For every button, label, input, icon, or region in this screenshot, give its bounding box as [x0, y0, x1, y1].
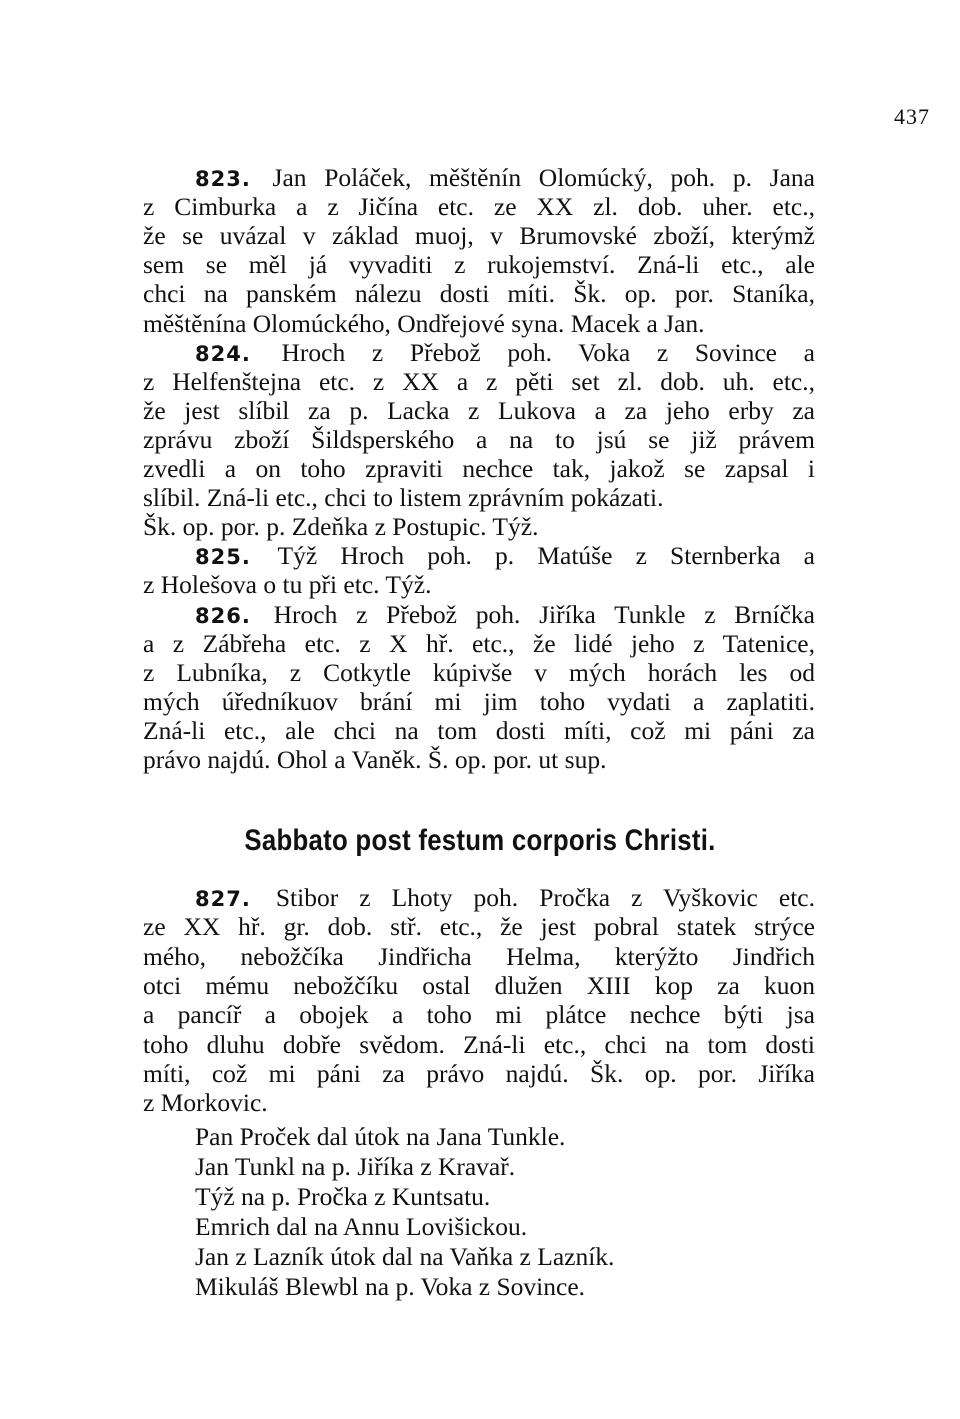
line-text: že se uvázal v základ muoj, v Brumovské zboží, kterýmž — [143, 221, 815, 251]
list-item: Pan Proček dal útok na Jana Tunkle. — [195, 1122, 566, 1151]
entry-number: 825. — [195, 545, 251, 570]
text-line — [143, 309, 815, 339]
text-line — [143, 367, 815, 397]
entry-number: 823. — [195, 167, 251, 191]
line-text: že jest slíbil za p. Lacka z Lukova a za jeho erby za — [143, 395, 815, 425]
text-line — [143, 1059, 815, 1089]
list-item: Emrich dal na Annu Lovišickou. — [195, 1212, 528, 1241]
line-text: otci mému nebožčíku ostal dlužen XIII kop za kuon — [143, 970, 815, 1000]
line-text: a pancíř a obojek a toho mi plátce nechce býti jsa — [143, 1000, 815, 1030]
text-line — [143, 279, 815, 309]
line-text: Týž Hroch poh. p. Matúše z Sternberka a — [277, 541, 816, 571]
list-item: Jan Tunkl na p. Jiříka z Kravař. — [195, 1152, 516, 1181]
text-line — [143, 658, 815, 688]
line-text: míti, což mi páni za právo najdú. Šk. op. por. Jiříka — [143, 1058, 815, 1088]
text-line — [143, 512, 815, 542]
text-line — [143, 483, 815, 513]
entry-first-line — [143, 541, 815, 571]
line-text: mých úředníkuov brání mi jim toho vydati a zaplatiti. — [143, 686, 815, 716]
line-text: Šk. op. por. p. Zdeňka z Postupic. Týž. — [143, 512, 539, 542]
text-line — [143, 570, 815, 600]
line-text: chci na panském nálezu dosti míti. Šk. op. por. Staníka, — [143, 279, 815, 309]
text-line — [143, 716, 815, 746]
line-text: slíbil. Zná-li etc., chci to listem zprávním pokázati. — [143, 483, 664, 513]
text-line — [143, 629, 815, 659]
line-text: měštěnína Olomúckého, Ondřejové syna. Macek a Jan. — [143, 308, 705, 338]
text-line — [143, 687, 815, 717]
text-line — [143, 912, 815, 942]
list-item: Jan z Lazník útok dal na Vaňka z Lazník. — [195, 1242, 615, 1271]
entry-number: 824. — [195, 341, 251, 366]
line-text: Jan Poláček, měštěnín Olomúcký, poh. p. Jana — [272, 163, 815, 192]
line-text: sem se měl já vyvaditi z rukojemství. Zná-li etc., ale — [143, 250, 815, 280]
text-line — [143, 192, 815, 222]
text-line — [143, 425, 815, 455]
claims-list — [195, 1122, 614, 1302]
text-line — [143, 454, 815, 484]
text-line — [143, 1000, 815, 1030]
entry-first-line — [143, 883, 815, 913]
line-text: toho dluhu dobře svědom. Zná-li etc., chci na tom dosti — [143, 1029, 815, 1059]
line-text: Zná-li etc., ale chci na tom dosti míti, což mi páni za — [143, 715, 815, 745]
line-text: z Cimburka a z Jičína etc. ze XX zl. dob. uher. etc., — [143, 192, 815, 222]
entry-number: 827. — [195, 887, 251, 911]
text-line — [143, 971, 815, 1001]
text-line — [143, 221, 815, 251]
text-line — [143, 745, 815, 775]
text-line — [143, 1088, 815, 1118]
page-number: 437 — [894, 104, 930, 129]
line-text: z Lubníka, z Cotkytle kúpivše v mých horách les od — [143, 657, 815, 687]
line-text: právo najdú. Ohol a Vaněk. Š. op. por. ut sup. — [143, 745, 607, 774]
text-line — [143, 396, 815, 426]
line-text: Hroch z Přebož poh. Jiříka Tunkle z Brníčka — [273, 599, 815, 629]
line-text: z Morkovic. — [143, 1088, 268, 1118]
line-text: zvedli a on toho zpraviti nechce tak, jakož se zapsal i — [143, 454, 815, 483]
section-heading: Sabbato post festum corporis Christi. — [244, 824, 716, 857]
line-text: a z Zábřeha etc. z X hř. etc., že lidé jeho z Tatenice, — [143, 628, 815, 658]
entry-first-line — [143, 163, 815, 193]
entry-first-line — [143, 600, 815, 630]
text-line — [143, 250, 815, 280]
entry-number: 826. — [195, 603, 251, 628]
list-item: Mikuláš Blewbl na p. Voka z Sovince. — [195, 1272, 586, 1301]
line-text: z Holešova o tu při etc. Týž. — [143, 570, 432, 600]
list-item: Týž na p. Pročka z Kuntsatu. — [195, 1182, 491, 1211]
line-text: mého, nebožčíka Jindřicha Helma, kterýžto Jindřich — [143, 941, 815, 971]
line-text: z Helfenštejna etc. z XX a z pěti set zl. dob. uh. etc., — [143, 366, 815, 396]
line-text: Stibor z Lhoty poh. Pročka z Vyškovic etc. — [275, 883, 815, 912]
line-text: ze XX hř. gr. dob. stř. etc., že jest pobral statek strýce — [143, 912, 815, 942]
line-text: Hroch z Přebož poh. Voka z Sovince a — [281, 337, 815, 367]
text-line — [143, 942, 815, 972]
text-line — [143, 1030, 815, 1060]
line-text: zprávu zboží Šildsperského a na to jsú se již právem — [143, 424, 815, 454]
entry-first-line — [143, 338, 815, 368]
